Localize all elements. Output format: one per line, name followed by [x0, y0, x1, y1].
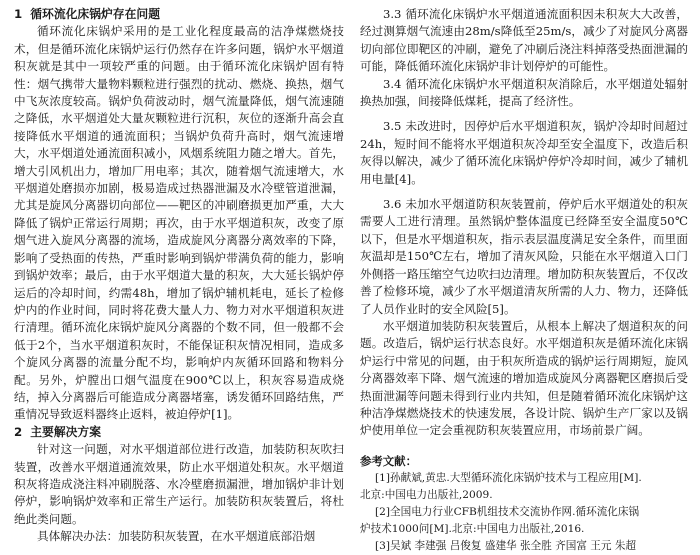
- solution-paragraph: 具体解决办法：加装防积灰装置，在水平烟道底部沿烟: [37, 529, 316, 544]
- reference-item: [360, 504, 688, 538]
- reference-line: 炉技术1000问[M].北京:中国电力出版社,2016.: [360, 522, 585, 535]
- spacer: [360, 188, 688, 196]
- spacer: [360, 110, 688, 118]
- paragraph-3-4: 3.4 循环流化床锅炉水平烟道积灰消除后，水平烟道处辐射换热加强，间接降低煤耗，提高了经济性。: [360, 76, 688, 109]
- section-1-number: 1: [14, 7, 23, 21]
- left-column: [14, 6, 344, 546]
- paragraph-3-3: 3.3 循环流化床锅炉水平烟道通流面积因未积灰大大改善，经过测算烟气流速由28m/s降低至25m/s，减少了对旋风分离器切向部位即靶区的冲刷，避免了冲刷后浇注料掉落受热面泄漏的可能，降低循环流化床锅炉非计划停炉的可能性。: [360, 7, 688, 74]
- section-1-paragraph: 循环流化床锅炉采用的是工业化程度最高的洁净煤燃烧技术，但是循环流化床锅炉运行仍然存在许多问题，锅炉水平烟道积灰就是其中一项较严重的问题。由于循环流化床锅炉固有特性：烟气携带大量物料颗粒进行强烈的扰动、燃烧、换热，烟气中飞灰浓度较高。锅炉负荷波动时，烟气流量降低，烟气流速随之降低，水平烟道处大量灰颗粒进行沉积，灰位的逐渐升高会直接降低水平烟道的通流面积；当锅炉负荷升高时，烟气流速增大，水平烟道处通流面积减小，风烟系统阻力随之增大。首先，增大引风机出力，增加厂用电率；其次，随着烟气流速增大，水平烟道处磨损亦加剧，极易造成过热器泄漏及水冷壁管道泄漏，尤其是旋风分离器切向部位——靶区的冲刷磨损更加严重，大大降低了锅炉正常运行周期；再次，由于水平烟道积灰，改变了原烟气进入旋风分离器的流场，造成旋风分离器分离效率的下降，影响了受热面的传热，严重时影响到锅炉带满负荷的能力，影响到锅炉效率；最后，由于水平烟道大量的积灰，大大延长锅炉停运后的冷却时间，约需48h，增加了锅炉辅机耗电，延长了检修炉内的作业时间，同时将花费大量人力、物力对水平烟道积灰进行清理。循环流化床锅炉旋风分离器的个数不同，但一般都不会低于2个，当水平烟道积灰时，不能保证积灰情况相同，造成多个旋风分离器的流量分配不均，影响炉内灰循环回路和物料分配。另外，炉膛出口烟气温度在900℃以上，积灰容易造成烧结，掉入分离器后可能造成分离器堵塞，诱发循环回路结焦，严重情况导致返料器终止返料，被迫停炉[1]。: [14, 24, 344, 422]
- section-2-heading: [14, 424, 344, 441]
- references-heading: 参考文献：: [360, 453, 417, 468]
- paragraph-3-6: 3.6 未加水平烟道防积灰装置前，停炉后水平烟道处的积灰需要人工进行清理。虽然锅炉整体温度已经降至安全温度50℃以下，但是水平烟道积灰，指示表层温度满足安全条件，而里面灰温却是150℃左右，增加了清灰风险，只能在水平烟道入口门外侧搭一路压缩空气边吹扫边清理。增加防积灰装置后，不仅改善了检修环境，减少了水平烟道清灰所需的人力、物力，还降低了人员作业时的安全风险[5]。: [360, 197, 688, 316]
- reference-line: 北京:中国电力出版社,2009.: [360, 488, 493, 501]
- reference-line: [2]全国电力行业CFB机组技术交流协作网.循环流化床锅: [375, 505, 640, 518]
- summary-paragraph: 水平烟道加装防积灰装置后，从根本上解决了烟道积灰的问题。改造后，锅炉运行状态良好。水平烟道积灰是循环流化床锅炉运行中常见的问题，由于积灰所造成的锅炉运行周期短，旋风分离器效率下降、烟气流速的增加造成旋风分离器靶区磨损后受热面泄漏等问题未得到行业内共知，但是随着循环流化床锅炉这种洁净煤燃烧技术的快速发展，各设计院、锅炉生产厂家以及锅炉使用单位一定会重视防积灰装置应用，市场前景广阔。: [360, 318, 688, 438]
- reference-line: [3]吴斌 李建强 吕俊复 盛建华 张全胜 齐国富 王元 朱超: [375, 539, 637, 552]
- section-1-heading: [14, 6, 344, 23]
- section-1-title: 循环流化床锅炉存在问题: [30, 7, 160, 21]
- section-2-title: 主要解决方案: [30, 424, 102, 439]
- section-2-paragraph: 针对这一问题，对水平烟道部位进行改造，加装防积灰吹扫装置，改善水平烟道通流效果，防止水平烟道处积灰。水平烟道积灰将造成浇注料冲刷脱落、水冷壁磨损漏泄，增加锅炉非计划停炉，影响锅炉效率和正常生产运行。加装防积灰装置后，将杜绝此类问题。: [14, 442, 344, 526]
- reference-item: [360, 538, 688, 555]
- right-column: [360, 6, 688, 555]
- spacer: [360, 440, 688, 453]
- section-2-number: 2: [14, 424, 23, 439]
- reference-line: [1]孙献斌,黄忠.大型循环流化床锅炉技术与工程应用[M].: [375, 471, 642, 484]
- reference-item: [360, 470, 688, 504]
- paragraph-3-5: 3.5 未改进时，因停炉后水平烟道积灰，锅炉冷却时间超过24h，短时间不能将水平烟道积灰冷却至安全温度下，改造后积灰得以解决，减少了循环流化床锅炉停炉冷却时间，减少了辅机用电量[4]。: [360, 119, 688, 186]
